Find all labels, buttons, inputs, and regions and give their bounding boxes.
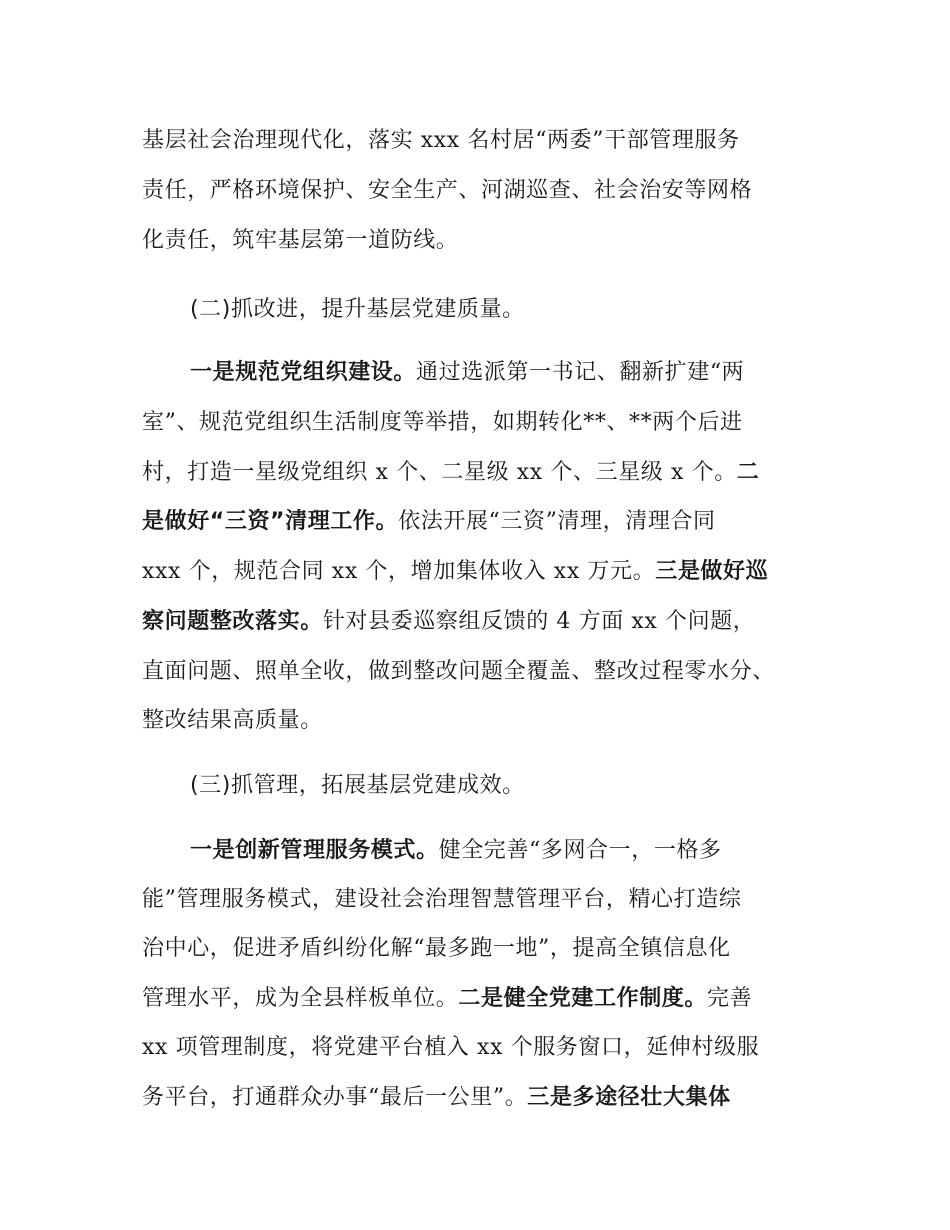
text-run: 依法开展“三资”清理，清理合同 (398, 509, 716, 534)
paragraph-line (142, 657, 775, 687)
text-run: 责任，严格环境保护、安全生产、河湖巡查、社会治安等网格 (142, 178, 753, 203)
paragraph-line (142, 557, 768, 587)
text-run: 针对县委巡察组反馈的 4 方面 xx 个问题， (322, 609, 756, 634)
text-run: xx 项管理制度，将党建平台植入 xx 个服务窗口，延伸村级服 (142, 1035, 760, 1060)
paragraph-line (190, 836, 722, 866)
text-run: 通过选派第一书记、翻新扩建“两 (416, 360, 745, 385)
paragraph-line (142, 126, 740, 156)
paragraph-line (142, 706, 323, 736)
text-run: 健全完善“多网合一，一格多 (438, 838, 722, 863)
bold-lead-phrase: 三是多途径壮大集体 (527, 1085, 731, 1110)
text-run: 完善 (707, 986, 753, 1011)
paragraph-line (142, 176, 752, 206)
paragraph-line (142, 1083, 731, 1113)
bold-lead-phrase: 是做好“三资”清理工作。 (142, 509, 399, 534)
text-run: (三)抓管理，拓展基层党建成效。 (190, 773, 525, 798)
text-run: (二)抓改进，提升基层党建质量。 (190, 297, 525, 322)
paragraph-line (142, 607, 755, 637)
bold-lead-phrase: 二 (736, 460, 760, 485)
text-run: 直面问题、照单全收，做到整改问题全覆盖、整改过程零水分、 (142, 659, 775, 684)
text-run: 室”、规范党组织生活制度等举措，如期转化**、**两个后进 (142, 410, 743, 435)
text-run: 务平台，打通群众办事“最后一公里”。 (142, 1085, 528, 1110)
text-run: 管理水平，成为全县样板单位。 (142, 986, 459, 1011)
bold-lead-phrase: 三是做好巡 (655, 559, 769, 584)
text-run: 村，打造一星级党组织 x 个、二星级 xx 个、三星级 x 个。 (142, 460, 737, 485)
text-run: 能”管理服务模式，建设社会治理智慧管理平台，精心打造综 (142, 887, 742, 912)
bold-lead-phrase: 一是创新管理服务模式。 (190, 838, 439, 863)
text-run: 治中心，促进矛盾纠纷化解“最多跑一地”，提高全镇信息化 (142, 936, 731, 961)
bold-lead-phrase: 二是健全党建工作制度。 (458, 986, 708, 1011)
paragraph-line (190, 358, 744, 388)
text-run: 化责任，筑牢基层第一道防线。 (142, 228, 459, 253)
paragraph-line (142, 408, 743, 438)
paragraph-line (142, 507, 716, 537)
text-run: 整改结果高质量。 (142, 708, 323, 733)
paragraph-line (142, 885, 741, 915)
bold-lead-phrase: 察问题整改落实。 (142, 609, 323, 634)
bold-lead-phrase: 一是规范党组织建设。 (190, 360, 417, 385)
paragraph-line (142, 984, 752, 1014)
text-run: 基层社会治理现代化，落实 xxx 名村居“两委”干部管理服务 (142, 128, 740, 153)
paragraph-line (142, 934, 731, 964)
paragraph-line (142, 1033, 759, 1063)
paragraph-line (142, 226, 458, 256)
section-heading-2 (190, 295, 525, 325)
text-run: xxx 个，规范合同 xx 个，增加集体收入 xx 万元。 (142, 559, 656, 584)
paragraph-line (142, 458, 759, 488)
section-heading-3 (190, 771, 525, 801)
